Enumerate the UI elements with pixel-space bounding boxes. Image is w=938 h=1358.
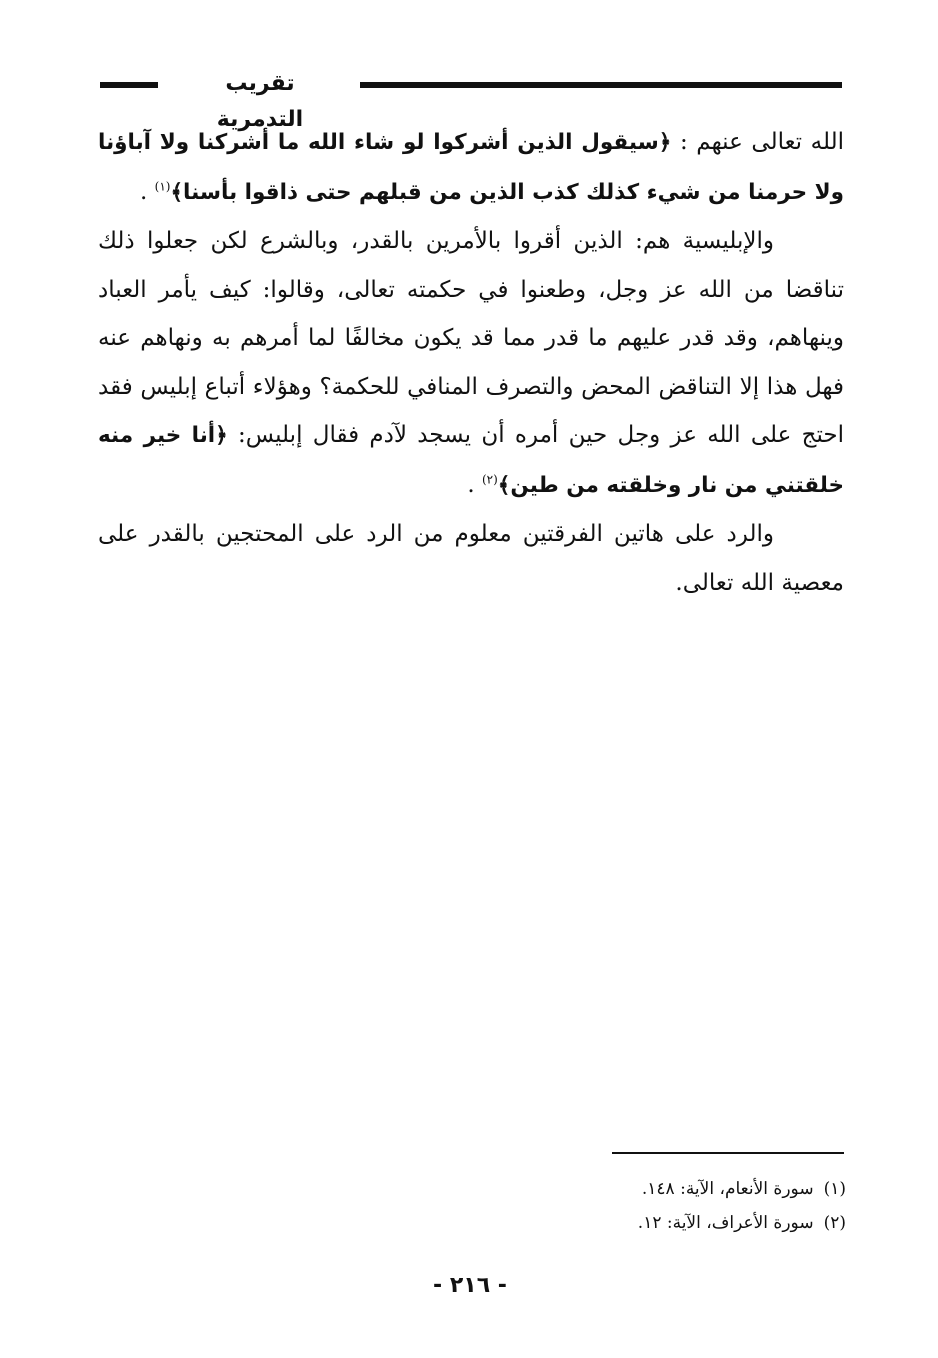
- paragraph-2-end: .: [467, 471, 482, 498]
- footnote-number: (٢): [823, 1213, 846, 1233]
- paragraph-2-text: والإبليسية هم: الذين أقروا بالأمرين بالقدر، وبالشرع لكن جعلوا ذلك تناقضا من الله عز وجل، وطعنوا في حكمته تعالى، وقالوا: كيف يأمر العباد وينهاهم، وقد قدر عليهم ما قدر مما قد يكون مخالفًا لما أمرهم به ونهاهم عنه فهل هذا إلا التناقض المحض والتصرف المنافي للحكمة؟ وهؤلاء أتباع إبليس فقد احتج على الله عز وجل حين أمره أن يسجد لآدم فقال إبليس:: [98, 228, 844, 448]
- footnote-ref-2: (٢): [481, 471, 498, 486]
- footnotes: [400, 1172, 846, 1240]
- quran-verse-2: ﴿أنا خير منه خلقتني من نار وخلقته من طين﴾: [98, 423, 844, 498]
- header-rule-right: [360, 82, 842, 88]
- main-text: [98, 118, 844, 607]
- footnote-ref-1: (١): [154, 178, 171, 193]
- footnote-text: سورة الأنعام، الآية: ١٤٨.: [641, 1179, 814, 1199]
- footnote-1: [400, 1172, 846, 1206]
- paragraph-2: [98, 217, 844, 510]
- footnote-text: سورة الأعراف، الآية: ١٢.: [637, 1213, 814, 1233]
- paragraph-1-intro: الله تعالى عنهم :: [671, 129, 844, 155]
- footnote-2: [400, 1206, 846, 1240]
- footnote-divider: [612, 1152, 844, 1154]
- paragraph-1-end: .: [140, 178, 155, 205]
- paragraph-3-text: والرد على هاتين الفرقتين معلوم من الرد على المحتجين بالقدر على معصية الله تعالى.: [98, 521, 844, 596]
- page-number: - ٢١٦ -: [433, 1273, 507, 1298]
- quran-verse-1: ﴿سيقول الذين أشركوا لو شاء الله ما أشركنا ولا آباؤنا ولا حرمنا من شيء كذلك كذب الذين من قبلهم حتى ذاقوا بأسنا﴾: [98, 130, 844, 205]
- running-title: تقريب التدمرية: [216, 71, 304, 132]
- paragraph-3: [98, 510, 844, 607]
- page-header: [100, 66, 842, 132]
- footnote-number: (١): [823, 1179, 846, 1199]
- paragraph-1: [98, 118, 844, 217]
- header-rule-left: [100, 82, 158, 88]
